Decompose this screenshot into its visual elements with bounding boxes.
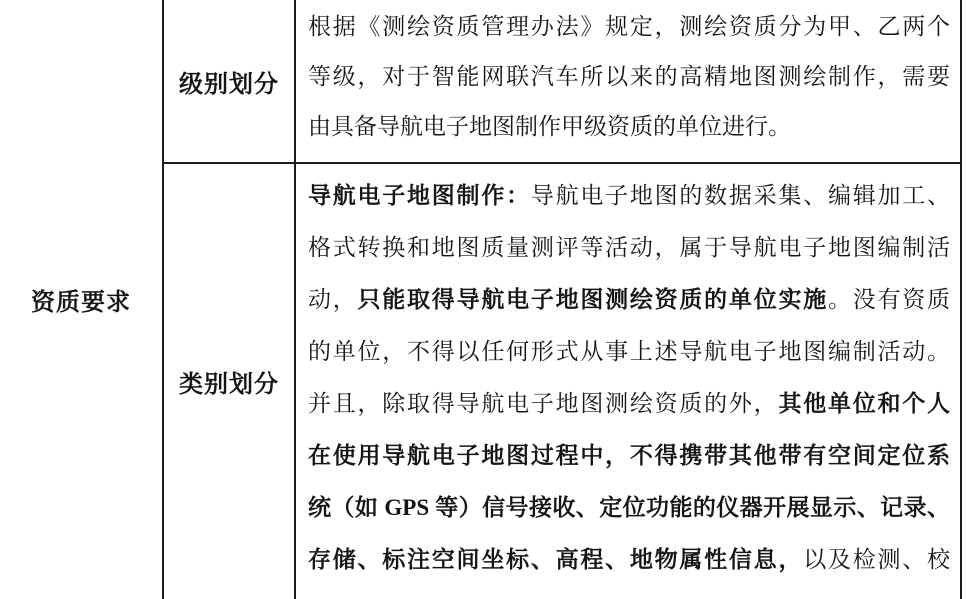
text-segment: 。没有资质	[827, 287, 951, 312]
table-border-vertical-right	[960, 0, 962, 599]
text-segment: 格式转换和地图质量测评等活动，属于导航电子地图编制活	[308, 235, 950, 260]
text-segment: 导航电子地图制作：	[308, 183, 531, 208]
text-segment: 存储、标注空间坐标、高程、地物属性信息，	[308, 547, 804, 572]
text-segment: 等级，对于智能网联汽车所以来的高精地图测绘制作，需要	[308, 64, 950, 89]
text-segment: 导航电子地图的数据采集、编辑加工、	[530, 183, 951, 208]
level-division-label: 级别划分	[179, 71, 279, 98]
category-division-label: 类别划分	[179, 372, 279, 398]
row-header-cell	[0, 0, 162, 599]
text-line	[308, 534, 950, 586]
category-division-content-cell	[296, 164, 960, 599]
text-segment: 根据《测绘资质管理办法》规定，测绘资质分为甲、乙两个	[308, 14, 950, 39]
text-segment: 统（如 GPS 等）信号接收、定位功能的仪器开展显示、记录、	[308, 495, 950, 520]
text-segment: 以及检测、校	[803, 547, 951, 572]
level-division-content-cell	[296, 0, 960, 162]
text-line	[308, 222, 950, 274]
text-segment: 动，	[308, 287, 358, 312]
text-line	[308, 274, 950, 326]
text-segment: 并且，除取得导航电子地图测绘资质的外，	[308, 391, 779, 416]
level-division-label-cell	[164, 0, 294, 162]
text-line	[308, 102, 950, 152]
text-line	[308, 170, 950, 222]
text-segment: 只能取得导航电子地图测绘资质的单位实施	[357, 287, 828, 312]
text-line	[308, 482, 950, 534]
text-segment: 的单位，不得以任何形式从事上述导航电子地图编制活动。	[308, 339, 950, 364]
category-division-label-cell	[164, 164, 294, 599]
text-line	[308, 430, 950, 482]
text-segment: 其他单位和个人	[778, 391, 951, 416]
row-header-label: 资质要求	[31, 290, 131, 316]
text-line	[308, 326, 950, 378]
text-line	[308, 2, 950, 52]
text-line	[308, 378, 950, 430]
text-segment: 在使用导航电子地图过程中，不得携带其他带有空间定位系	[308, 443, 950, 468]
text-line	[308, 52, 950, 102]
text-segment: 由具备导航电子地图制作甲级资质的单位进行。	[308, 114, 791, 139]
